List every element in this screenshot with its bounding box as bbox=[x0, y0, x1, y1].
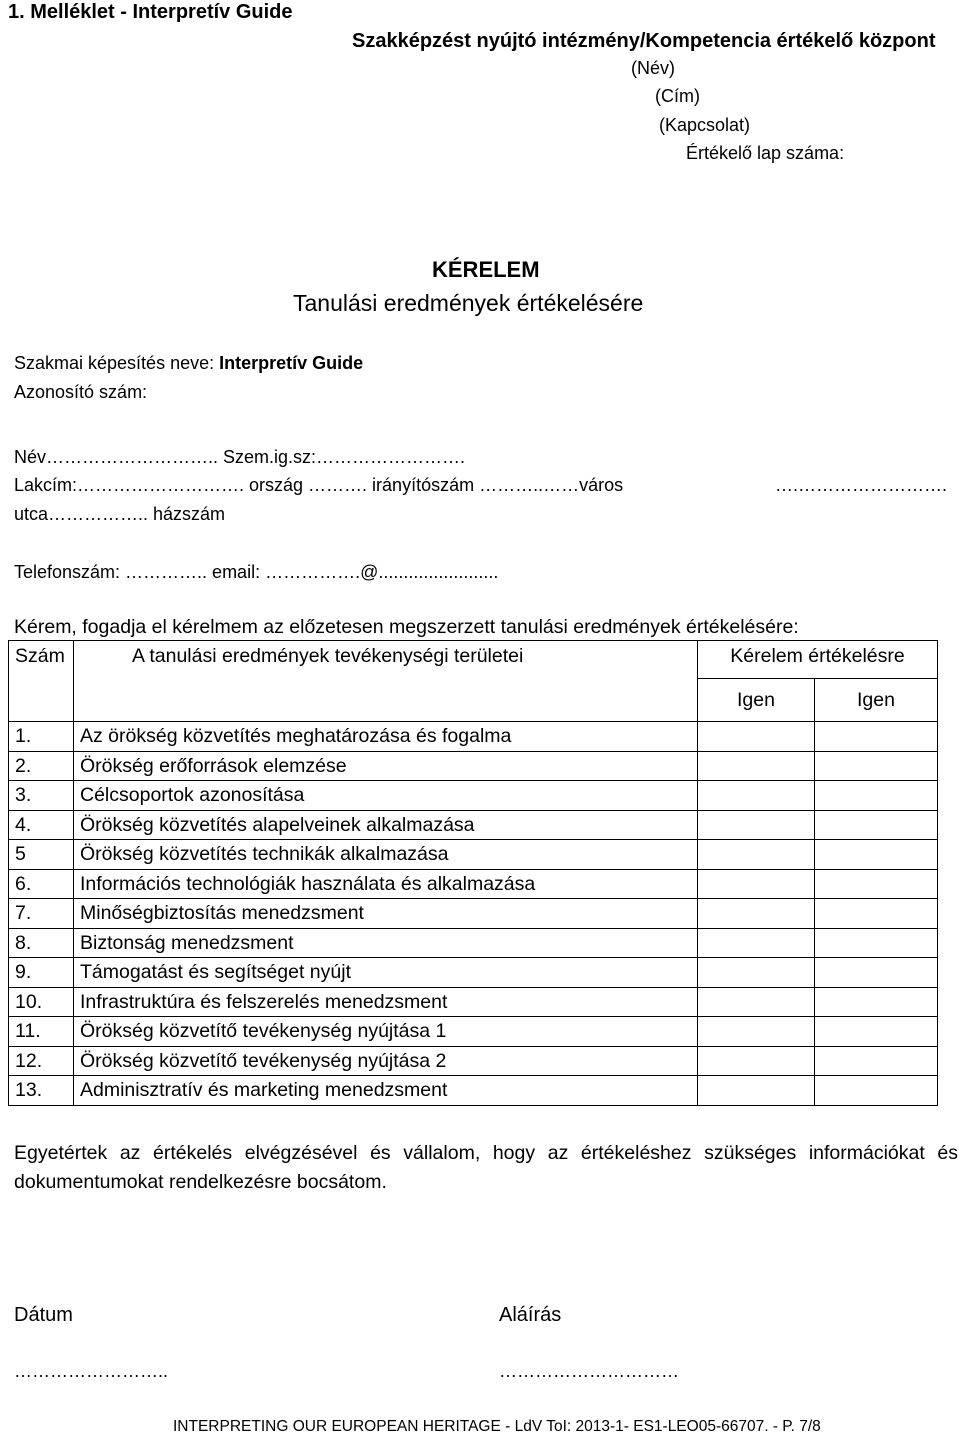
row-request-yes-b[interactable] bbox=[815, 1076, 938, 1106]
row-activity-area: Az örökség közvetítés meghatározása és fogalma bbox=[74, 722, 698, 752]
table-row bbox=[9, 840, 938, 870]
institution-address-placeholder: (Cím) bbox=[655, 86, 700, 106]
row-number: 9. bbox=[9, 958, 74, 988]
qualification-label: Szakmai képesítés neve: bbox=[14, 353, 215, 373]
date-label: Dátum bbox=[14, 1304, 73, 1326]
table-row bbox=[9, 1076, 938, 1106]
row-request-yes-a[interactable] bbox=[698, 1076, 815, 1106]
table-row bbox=[9, 810, 938, 840]
table-subheader-row bbox=[9, 679, 938, 722]
row-activity-area: Támogatást és segítséget nyújt bbox=[74, 958, 698, 988]
row-number: 4. bbox=[9, 810, 74, 840]
header-number-cont bbox=[9, 679, 74, 722]
row-number: 13. bbox=[9, 1076, 74, 1106]
table-row bbox=[9, 1017, 938, 1047]
consent-paragraph: Egyetértek az értékelés elvégzésével és vállalom, hogy az értékeléshez szükséges információkat és dokumentumokat rendelkezésre bocsátom. bbox=[14, 1142, 958, 1193]
row-request-yes-a[interactable] bbox=[698, 928, 815, 958]
row-request-yes-b[interactable] bbox=[815, 1017, 938, 1047]
table-row bbox=[9, 869, 938, 899]
header-activity-area: A tanulási eredmények tevékenységi területei bbox=[74, 641, 698, 679]
row-number: 11. bbox=[9, 1017, 74, 1047]
table-row bbox=[9, 722, 938, 752]
qualification-line bbox=[14, 352, 363, 374]
row-request-yes-a[interactable] bbox=[698, 987, 815, 1017]
row-request-yes-b[interactable] bbox=[815, 869, 938, 899]
row-number: 10. bbox=[9, 987, 74, 1017]
id-number-label: Azonosító szám: bbox=[14, 382, 148, 402]
row-activity-area: Minőségbiztosítás menedzsment bbox=[74, 899, 698, 929]
evaluation-sheet-number-label: Értékelő lap száma: bbox=[686, 143, 845, 163]
personal-street-line[interactable]: utca…………….. házszám bbox=[14, 504, 226, 524]
row-activity-area: Biztonság menedzsment bbox=[74, 928, 698, 958]
personal-name-line[interactable]: Név……………………….. Szem.ig.sz:……………………. bbox=[14, 447, 466, 467]
header-yes-a: Igen bbox=[698, 679, 815, 722]
row-number: 12. bbox=[9, 1046, 74, 1076]
row-activity-area: Örökség közvetítő tevékenység nyújtása 2 bbox=[74, 1046, 698, 1076]
header-number: Szám bbox=[9, 641, 74, 679]
page-footer: INTERPRETING OUR EUROPEAN HERITAGE - LdV ToI: 2013-1- ES1-LEO05-66707. - P. 7/8 bbox=[173, 1418, 821, 1435]
institution-name-placeholder: (Név) bbox=[631, 58, 675, 78]
institution-contact-placeholder: (Kapcsolat) bbox=[659, 115, 751, 135]
document-title: KÉRELEM bbox=[432, 257, 540, 282]
table-row bbox=[9, 987, 938, 1017]
table-row bbox=[9, 751, 938, 781]
qualification-value: Interpretív Guide bbox=[219, 353, 364, 373]
row-request-yes-b[interactable] bbox=[815, 781, 938, 811]
table-row bbox=[9, 899, 938, 929]
signature-line[interactable]: ………………………… bbox=[499, 1361, 679, 1381]
header-request-evaluation: Kérelem értékelésre bbox=[698, 641, 938, 679]
row-activity-area: Információs technológiák használata és alkalmazása bbox=[74, 869, 698, 899]
personal-address-line-end[interactable]: ….……………………. bbox=[775, 475, 948, 495]
document-subtitle: Tanulási eredmények értékelésére bbox=[293, 290, 644, 316]
row-number: 3. bbox=[9, 781, 74, 811]
personal-phone-email-line[interactable]: Telefonszám: ………….. email: …………….@........................ bbox=[14, 562, 499, 582]
table-row bbox=[9, 928, 938, 958]
row-request-yes-b[interactable] bbox=[815, 987, 938, 1017]
row-number: 7. bbox=[9, 899, 74, 929]
table-row bbox=[9, 1046, 938, 1076]
header-yes-b: Igen bbox=[815, 679, 938, 722]
row-request-yes-a[interactable] bbox=[698, 899, 815, 929]
row-request-yes-b[interactable] bbox=[815, 1046, 938, 1076]
row-activity-area: Örökség közvetítő tevékenység nyújtása 1 bbox=[74, 1017, 698, 1047]
row-request-yes-b[interactable] bbox=[815, 722, 938, 752]
personal-address-line[interactable]: Lakcím:………………………. ország ………. irányítószám ………..……város bbox=[14, 475, 624, 495]
row-activity-area: Infrastruktúra és felszerelés menedzsment bbox=[74, 987, 698, 1017]
row-number: 5 bbox=[9, 840, 74, 870]
row-request-yes-a[interactable] bbox=[698, 958, 815, 988]
row-request-yes-a[interactable] bbox=[698, 1046, 815, 1076]
row-number: 8. bbox=[9, 928, 74, 958]
row-request-yes-a[interactable] bbox=[698, 751, 815, 781]
row-request-yes-b[interactable] bbox=[815, 899, 938, 929]
header-area-cont bbox=[74, 679, 698, 722]
learning-outcomes-table bbox=[8, 640, 938, 1106]
row-request-yes-b[interactable] bbox=[815, 751, 938, 781]
institution-heading: Szakképzést nyújtó intézmény/Kompetencia értékelő központ bbox=[352, 30, 936, 52]
row-request-yes-b[interactable] bbox=[815, 840, 938, 870]
signature-label: Aláírás bbox=[499, 1304, 562, 1326]
table-row bbox=[9, 781, 938, 811]
row-activity-area: Örökség közvetítés technikák alkalmazása bbox=[74, 840, 698, 870]
table-row bbox=[9, 958, 938, 988]
row-request-yes-a[interactable] bbox=[698, 840, 815, 870]
row-number: 6. bbox=[9, 869, 74, 899]
row-request-yes-b[interactable] bbox=[815, 928, 938, 958]
row-activity-area: Örökség közvetítés alapelveinek alkalmazása bbox=[74, 810, 698, 840]
annex-title: 1. Melléklet - Interpretív Guide bbox=[8, 1, 293, 23]
date-line[interactable]: …………………….. bbox=[14, 1361, 169, 1381]
table-header-row bbox=[9, 641, 938, 679]
row-request-yes-b[interactable] bbox=[815, 810, 938, 840]
row-request-yes-a[interactable] bbox=[698, 869, 815, 899]
row-request-yes-a[interactable] bbox=[698, 781, 815, 811]
row-request-yes-a[interactable] bbox=[698, 810, 815, 840]
row-request-yes-a[interactable] bbox=[698, 1017, 815, 1047]
row-request-yes-b[interactable] bbox=[815, 958, 938, 988]
request-text: Kérem, fogadja el kérelmem az előzetesen megszerzett tanulási eredmények értékelésére: bbox=[14, 616, 799, 638]
row-activity-area: Célcsoportok azonosítása bbox=[74, 781, 698, 811]
row-activity-area: Adminisztratív és marketing menedzsment bbox=[74, 1076, 698, 1106]
row-number: 2. bbox=[9, 751, 74, 781]
row-request-yes-a[interactable] bbox=[698, 722, 815, 752]
row-number: 1. bbox=[9, 722, 74, 752]
row-activity-area: Örökség erőforrások elemzése bbox=[74, 751, 698, 781]
